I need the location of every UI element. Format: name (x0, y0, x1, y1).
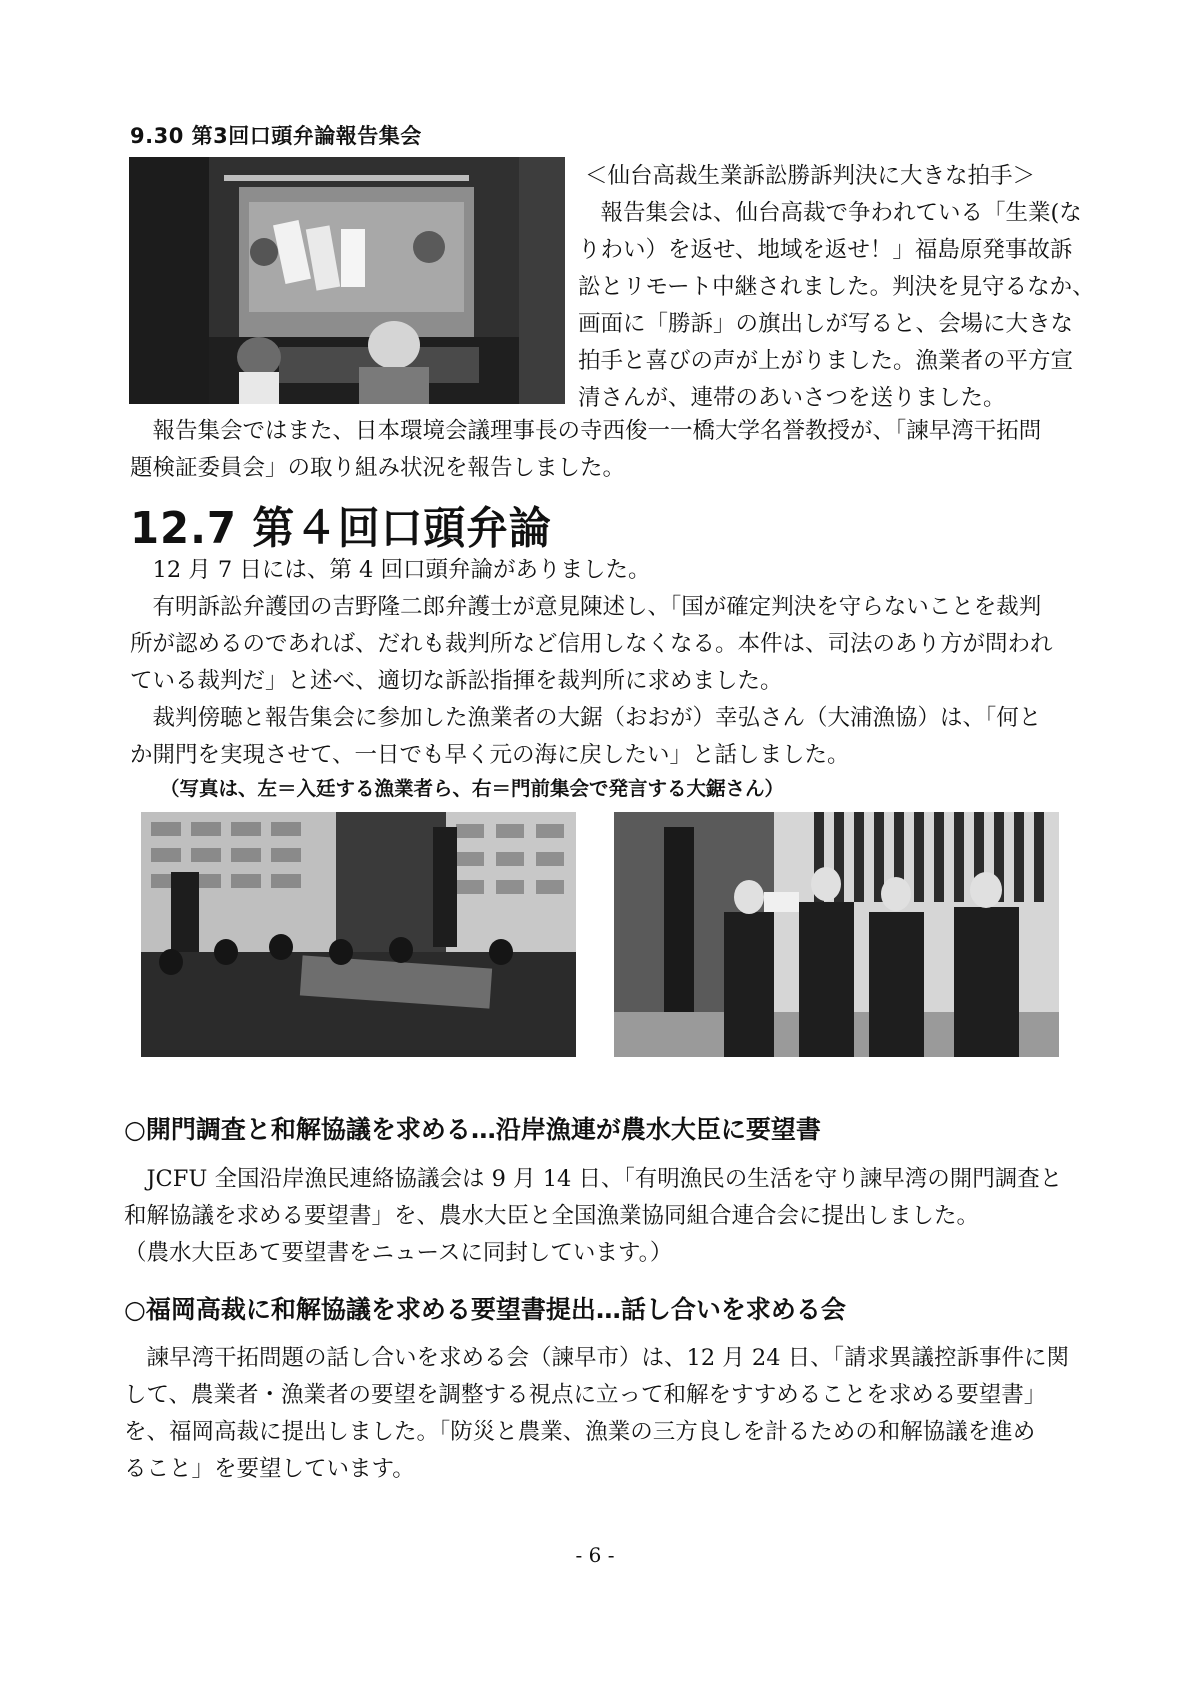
text-line: 題検証委員会」の取り組み状況を報告しました。 (130, 455, 626, 481)
text-line: 報告集会ではまた、日本環境会議理事長の寺西俊一一橋大学名誉教授が、「諫早湾干拓問 (130, 418, 1042, 444)
page-number: - 6 - (575, 1543, 615, 1567)
text-line: 和解協議を求める要望書」を、農水大臣と全国漁業協同組合連合会に提出しました。 (124, 1203, 980, 1229)
text-line: 訟とリモート中継されました。判決を見守るなか、 (578, 274, 1095, 300)
jcfu-request-text (124, 1161, 1114, 1272)
text-line: 報告集会は、仙台高裁で争われている「生業(な (578, 200, 1082, 226)
text-line: 清さんが、連帯のあいさつを送りました。 (578, 385, 1006, 411)
report-meeting-full-text (130, 413, 1110, 487)
text-line: して、農業者・漁業者の要望を調整する視点に立って和解をすすめることを求める要望書」 (124, 1382, 1047, 1408)
text-line: 所が認めるのであれば、だれも裁判所など信用しなくなる。本件は、司法のあり方が問われ (130, 631, 1053, 657)
text-line: ている裁判だ」と述べ、適切な訴訟指揮を裁判所に求めました。 (130, 668, 783, 694)
text-line: 有明訴訟弁護団の吉野隆二郎弁護士が意見陳述し、「国が確定判決を守らないことを裁判 (130, 594, 1042, 620)
section-heading-jcfu-request: ○開門調査と和解協議を求める…沿岸漁連が農水大臣に要望書 (124, 1115, 821, 1144)
text-line: 諫早湾干拓問題の話し合いを求める会（諫早市）は、12 月 24 日、「請求異議控訴事件に関 (124, 1345, 1069, 1371)
photo-report-meeting (129, 157, 565, 404)
photo-gate-rally-speech (614, 812, 1059, 1057)
report-meeting-side-text (578, 195, 1115, 417)
subheading-sendai-verdict: ＜仙台高裁生業訴訟勝訴判決に大きな拍手＞ (585, 163, 1036, 189)
text-line: りわい）を返せ、地域を返せ！」福島原発事故訴 (578, 237, 1073, 263)
text-line: 拍手と喜びの声が上がりました。漁業者の平方宣 (578, 348, 1074, 374)
fukuoka-request-text (124, 1340, 1114, 1488)
text-line: 12 月 7 日には、第 4 回口頭弁論がありました。 (130, 557, 651, 583)
text-line: 裁判傍聴と報告集会に参加した漁業者の大鋸（おおが）幸弘さん（大浦漁協）は、「何と (130, 705, 1042, 731)
text-line: JCFU 全国沿岸漁民連絡協議会は 9 月 14 日、「有明漁民の生活を守り諫早湾の開門調査と (124, 1166, 1063, 1192)
oral-argument-text (130, 552, 1110, 774)
section-heading-report-meeting: 9.30 第3回口頭弁論報告集会 (130, 124, 422, 148)
photo-caption: （写真は、左＝入廷する漁業者ら、右＝門前集会で発言する大鋸さん） (160, 777, 785, 800)
text-line: （農水大臣あて要望書をニュースに同封しています。） (124, 1240, 673, 1266)
text-line: 画面に「勝訴」の旗出しが写ると、会場に大きな (578, 311, 1074, 337)
section-heading-oral-argument: 12.7 第４回口頭弁論 (130, 503, 552, 554)
section-heading-fukuoka-request: ○福岡高裁に和解協議を求める要望書提出…話し合いを求める会 (124, 1295, 846, 1324)
text-line: か開門を実現させて、一日でも早く元の海に戻したい」と話しました。 (130, 742, 850, 768)
text-line: を、福岡高裁に提出しました。「防災と農業、漁業の三方良しを計るための和解協議を進め (124, 1419, 1036, 1445)
photo-fishermen-entering-court (141, 812, 576, 1057)
text-line: ること」を要望しています。 (124, 1456, 415, 1482)
